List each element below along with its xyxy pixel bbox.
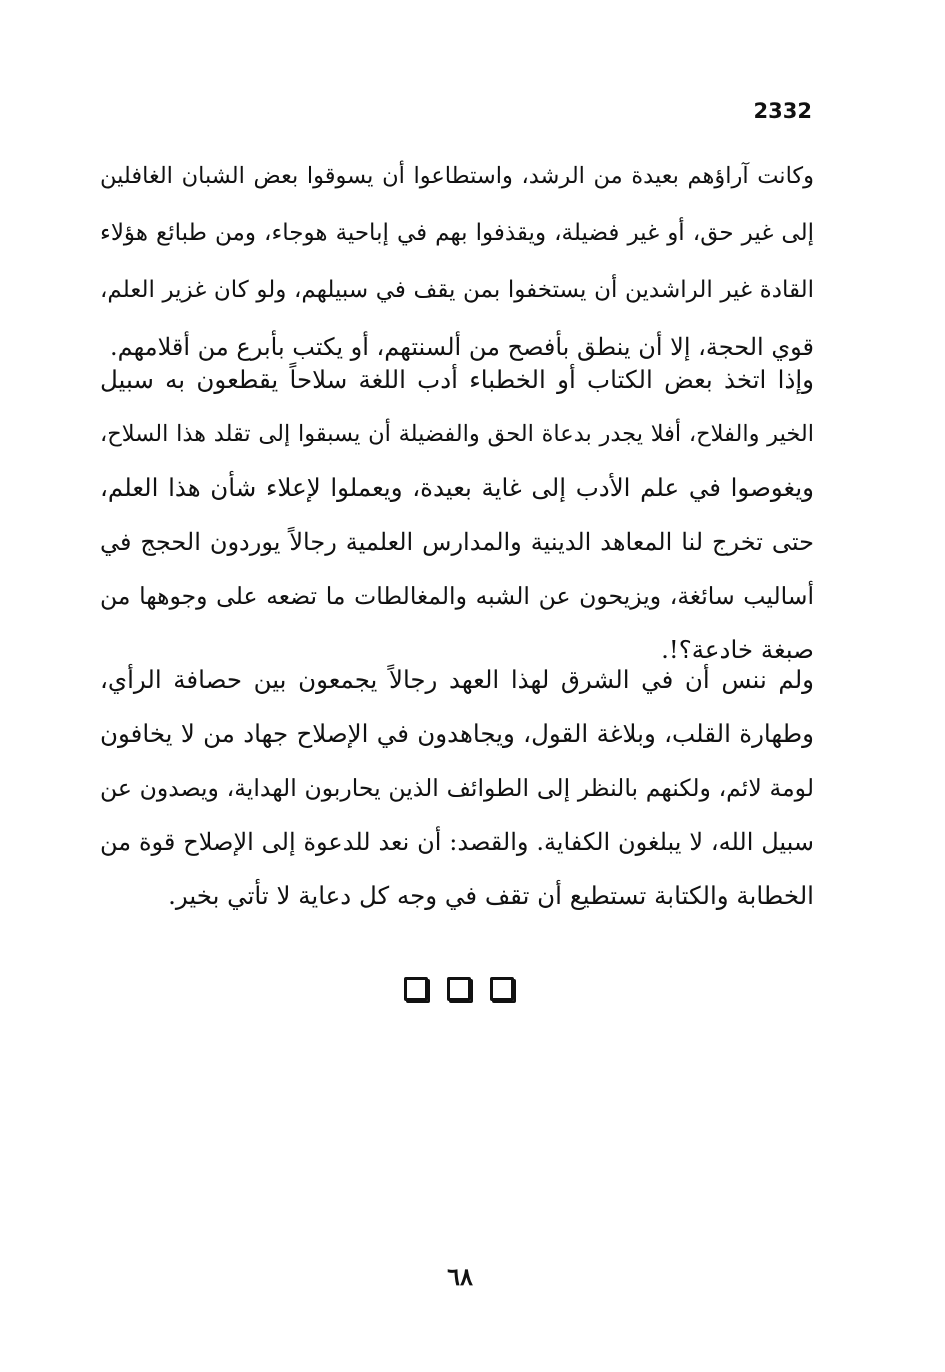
text-line: الخير والفلاح، أفلا يجدر بدعاة الحق والفضيلة أن يسبقوا إلى تقلد هذا السلاح، <box>100 421 814 447</box>
text-line: الخطابة والكتابة تستطيع أن تقف في وجه كل دعاية لا تأتي بخير. <box>168 881 814 910</box>
text-line: حتى تخرج لنا المعاهد الدينية والمدارس العلمية رجالاً يوردون الحجج في <box>100 528 814 556</box>
text-line: القادة غير الراشدين أن يستخفوا بمن يقف في سبيلهم، ولو كان غزير العلم، <box>100 277 814 303</box>
paragraph-2 <box>100 353 814 664</box>
text-line: وطهارة القلب، وبلاغة القول، ويجاهدون في الإصلاح جهاد من لا يخافون <box>100 719 814 748</box>
page-code: 2332 <box>753 99 812 123</box>
square-ornament-icon <box>404 977 428 1001</box>
square-ornament-icon <box>490 977 514 1001</box>
text-line: لومة لائم، ولكنهم بالنظر إلى الطوائف الذين يحاربون الهداية، ويصدون عن <box>100 774 814 802</box>
text-line: وكانت آراؤهم بعيدة من الرشد، واستطاعوا أن يسوقوا بعض الشبان الغافلين <box>100 163 814 189</box>
page-number: ٦٨ <box>447 1262 473 1291</box>
section-separator <box>404 977 514 1003</box>
text-line: ولم ننس أن في الشرق لهذا العهد رجالاً يجمعون بين حصافة الرأي، <box>100 665 814 694</box>
text-line: ويغوصوا في علم الأدب إلى غاية بعيدة، ويعملوا لإعلاء شأن هذا العلم، <box>100 473 814 502</box>
paragraph-3 <box>100 653 814 910</box>
paragraph-1 <box>100 148 814 361</box>
text-line: أساليب سائغة، ويزيحون عن الشبه والمغالطات ما تضعه على وجوهها من <box>100 582 814 610</box>
square-ornament-icon <box>447 977 471 1001</box>
text-line: إلى غير حق، أو غير فضيلة، ويقذفوا بهم في إباحية هوجاء، ومن طبائع هؤلاء <box>100 220 814 246</box>
text-line: قوي الحجة، إلا أن ينطق بأفصح من ألسنتهم، أو يكتب بأبرع من أقلامهم. <box>110 333 814 361</box>
text-line: صبغة خادعة؟!. <box>661 635 814 664</box>
body-text <box>100 148 814 910</box>
text-line: وإذا اتخذ بعض الكتاب أو الخطباء أدب اللغة سلاحاً يقطعون به سبيل <box>100 365 814 394</box>
text-line: سبيل الله، لا يبلغون الكفاية. والقصد: أن نعد للدعوة إلى الإصلاح قوة من <box>100 828 814 856</box>
